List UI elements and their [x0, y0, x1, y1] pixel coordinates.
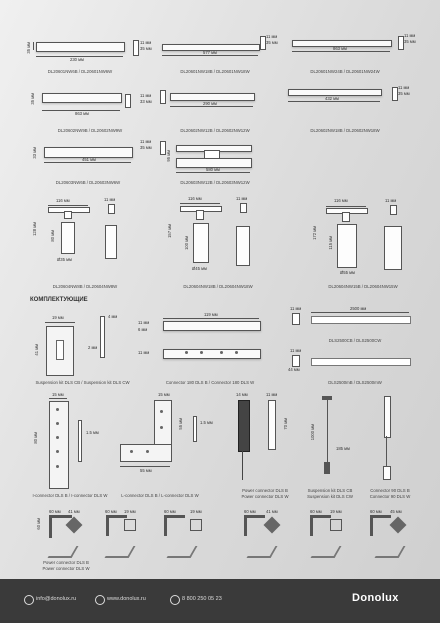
dim-width: 19 мм	[52, 315, 64, 320]
dim-height: 35 мм	[26, 42, 31, 54]
caption: I-connector DLS B / I-connector DLS W	[32, 493, 108, 498]
dim-height: 80 мм	[50, 230, 55, 242]
dim-line	[326, 206, 366, 207]
dim-width: 60 мм	[49, 509, 61, 514]
caption: L-connector DLS B / L-connector DLS W	[121, 493, 199, 498]
mail-icon	[24, 595, 34, 605]
caption: Power connector DLS B	[242, 488, 288, 493]
footer	[0, 579, 440, 623]
corner-3d	[375, 546, 406, 558]
caption: DL20604NW18B / DL20604NW18W	[183, 284, 253, 289]
caption: DL20602NW18B / DL20602NW18W	[310, 128, 380, 133]
profile-side	[292, 313, 300, 325]
caption: Power connector DLS W	[42, 566, 90, 571]
screw-hole	[56, 408, 59, 411]
dim-height: 55 мм	[178, 418, 183, 430]
dim-height: 35 мм	[30, 93, 35, 105]
cable	[327, 400, 328, 462]
section-title: КОМПЛЕКТУЮЩИЕ	[30, 297, 88, 303]
dim-width: 116 мм	[188, 196, 202, 201]
connector-part	[383, 466, 391, 480]
linear-lamp	[36, 42, 125, 52]
dim-height: 128 мм	[32, 222, 37, 236]
screw-hole	[185, 351, 188, 354]
dim-width: 19 мм	[190, 509, 202, 514]
corner-top	[244, 515, 265, 536]
dim-height: 11 мм	[290, 306, 302, 311]
dim-side: 11 мм	[140, 139, 152, 144]
track-profile	[311, 316, 411, 324]
power-wire	[242, 450, 243, 480]
dim-height: 70 мм	[283, 418, 288, 430]
dim-side: 11 мм	[266, 392, 278, 397]
screw-hole	[160, 410, 163, 413]
dim-diameter: Ø55 мм	[340, 270, 355, 275]
dim-height: 157 мм	[167, 224, 172, 238]
dim-height: 33 мм	[32, 147, 37, 159]
dim-side: 11 мм	[138, 350, 150, 355]
dim-width: 15 мм	[52, 392, 64, 397]
corner-3d	[48, 546, 79, 558]
dim-width: 580 мм	[206, 167, 220, 172]
dim-line	[162, 55, 258, 56]
caption: Power connector DLS B	[43, 560, 89, 565]
dim-side: 11 мм	[104, 197, 116, 202]
dim-height: 95 мм	[166, 150, 171, 162]
corner-3d	[311, 546, 342, 558]
screw-hole	[56, 436, 59, 439]
dim-height: 11 мм	[290, 348, 302, 353]
dim-line	[163, 318, 259, 319]
screw-hole	[200, 351, 203, 354]
screw-hole	[146, 450, 149, 453]
dim-height: 41 мм	[34, 344, 39, 356]
dim-side: 35 мм	[140, 46, 152, 51]
caption: DL20601NW6B / DL20601NW6W	[47, 69, 113, 74]
caption: Connector 90 DLS W	[369, 494, 411, 499]
corner-side	[330, 519, 342, 531]
corner-side	[124, 519, 136, 531]
footer-email[interactable]: info@donolux.ru	[36, 596, 77, 602]
dim-height: 1000 мм	[310, 424, 315, 441]
cable-grip	[324, 462, 330, 474]
dim-width: 14 мм	[236, 392, 248, 397]
dim-width: 577 мм	[203, 50, 217, 55]
dim-width: 60 мм	[105, 509, 117, 514]
dim-height: 100 мм	[184, 236, 189, 250]
dim-line	[170, 106, 253, 107]
screw-hole	[56, 465, 59, 468]
dim-side: 11 мм	[266, 34, 278, 39]
dim-width: 60 мм	[370, 509, 382, 514]
power-connector-body	[238, 400, 250, 452]
profile-side	[292, 355, 300, 367]
caption: Suspension kit DLS CB	[307, 488, 353, 493]
dim-line	[33, 42, 34, 50]
dim-side: 11 мм	[398, 85, 410, 90]
dim-width: 60 мм	[310, 509, 322, 514]
side-view	[240, 203, 247, 213]
caption: DL20601NW18B / DL20601NW18W	[180, 69, 250, 74]
connector-plate	[49, 401, 69, 489]
dim-width: 45 мм	[390, 509, 402, 514]
dim-side: 1.5 мм	[200, 420, 213, 425]
caption: DL20603NW6B / DL20603NW6W	[55, 180, 121, 185]
screw-hole	[160, 426, 163, 429]
dim-side: 11 мм	[138, 320, 150, 325]
corner-top	[370, 515, 391, 536]
caption: DLS2500CB / DLS2500CW	[328, 338, 382, 343]
dim-line	[292, 51, 390, 52]
side-view	[108, 204, 115, 214]
dim-side: 4 мм	[108, 314, 118, 319]
profile-side	[160, 90, 166, 104]
dim-width: 41 мм	[266, 509, 278, 514]
side-view	[268, 400, 276, 450]
dim-width: 116 мм	[334, 198, 348, 203]
dim-side: 1.5 мм	[86, 430, 99, 435]
dim-width: 451 мм	[82, 157, 96, 162]
dim-line	[120, 466, 170, 467]
dim-width: 19 мм	[330, 509, 342, 514]
dim-height: 60 мм	[36, 518, 41, 530]
caption: DLS2500mB / DLS2500mW	[328, 380, 382, 385]
caption: Suspension kit DLS CB / Suspension kit DLS CW	[35, 380, 130, 385]
caption: DL20604NW15B / DL20604NW15W	[328, 284, 398, 289]
corner-3d	[167, 546, 198, 558]
profile-side	[193, 416, 197, 442]
dim-line	[44, 162, 131, 163]
phone-icon	[170, 595, 180, 605]
dim-width: 119 мм	[204, 312, 218, 317]
profile-side	[78, 420, 82, 462]
side-spot	[105, 225, 117, 259]
caption: Suspension kit DLS CW	[307, 494, 353, 499]
screw-hole	[56, 422, 59, 425]
dim-side: 6 мм	[138, 327, 148, 332]
caption: DL20602NW9B / DL20602NW9W	[57, 128, 123, 133]
dim-width: 230 мм	[70, 57, 84, 62]
screw-hole	[56, 450, 59, 453]
spot-body	[61, 222, 75, 254]
screw-hole	[220, 351, 223, 354]
dim-diameter: Ø35 мм	[57, 257, 72, 262]
dim-width: 863 мм	[333, 46, 347, 51]
dim-line	[49, 398, 67, 399]
side-view	[390, 205, 397, 215]
dim-line	[48, 205, 88, 206]
connector-bar-bottom	[163, 349, 261, 359]
track-profile	[311, 358, 411, 366]
screw-hole	[130, 450, 133, 453]
dim-width: 15 мм	[158, 392, 170, 397]
globe-icon	[95, 595, 105, 605]
dim-width: 290 мм	[203, 101, 217, 106]
dim-height: 115 мм	[328, 236, 333, 250]
linear-lamp	[170, 93, 255, 101]
dim-side: 11 мм	[140, 40, 152, 45]
dim-width: 432 мм	[325, 96, 339, 101]
dim-side: 11 мм	[140, 93, 152, 98]
dim-side: 11 мм	[404, 33, 416, 38]
profile-side	[100, 316, 105, 358]
dim-width: 55 мм	[140, 468, 152, 473]
caption: Power connector DLS W	[241, 494, 289, 499]
caption: DL20603NW12B / DL20603NW12W	[180, 180, 250, 185]
clip	[56, 340, 64, 360]
dim-line	[176, 172, 250, 173]
dim-width: 60 мм	[164, 509, 176, 514]
dim-side: 33 мм	[140, 99, 152, 104]
corner-3d	[247, 546, 278, 558]
dim-side: 11 мм	[236, 196, 248, 201]
dim-width: 60 мм	[244, 509, 256, 514]
stem	[342, 212, 350, 222]
dim-side: 2 мм	[88, 345, 98, 350]
footer-phone[interactable]: 8 800 250 05 23	[182, 596, 222, 602]
dim-height: 80 мм	[33, 432, 38, 444]
connector-part	[384, 396, 391, 438]
dim-side: 35 мм	[140, 145, 152, 150]
stem	[196, 210, 204, 220]
corner-top	[310, 515, 331, 536]
dim-line	[311, 312, 409, 313]
dim-height: 44 мм	[288, 367, 300, 372]
dim-height: 172 мм	[312, 226, 317, 240]
dim-height: 185 мм	[336, 446, 350, 451]
screw-hole	[235, 351, 238, 354]
footer-website[interactable]: www.donolux.ru	[107, 596, 146, 602]
side-spot	[384, 226, 402, 270]
caption: DL20604NW8B / DL20604NW8W	[52, 284, 118, 289]
dim-width: 19 мм	[124, 509, 136, 514]
cable	[386, 436, 387, 466]
linear-lamp	[42, 93, 122, 103]
caption: DL20602NW12B / DL20602NW12W	[180, 128, 250, 133]
dim-line	[180, 203, 220, 204]
corner-side	[190, 519, 202, 531]
linear-lamp	[288, 89, 382, 96]
profile-side	[133, 40, 139, 56]
dim-width: 863 мм	[75, 111, 89, 116]
dim-line	[45, 322, 75, 323]
caption: DL20601NW24B / DL20601NW24W	[310, 69, 380, 74]
corner-side	[390, 517, 407, 534]
stem	[64, 211, 72, 219]
dim-diameter: Ø45 мм	[192, 266, 207, 271]
dim-side: 35 мм	[266, 40, 278, 45]
caption: Connector 180 DLS B / Connector 180 DLS W	[165, 380, 255, 385]
connector-plate-horizontal	[120, 444, 172, 462]
brand-logo: Donolux	[352, 592, 399, 604]
spot-body	[193, 223, 209, 263]
connector-bar-top	[163, 321, 261, 331]
corner-side	[264, 517, 281, 534]
dim-side: 35 мм	[404, 39, 416, 44]
corner-top	[164, 515, 185, 536]
profile-side	[125, 94, 131, 108]
dim-width: 116 мм	[56, 198, 70, 203]
dim-side: 35 мм	[398, 91, 410, 96]
dim-line	[288, 101, 380, 102]
corner-3d	[105, 546, 136, 558]
spot-body	[337, 224, 357, 268]
dim-side: 11 мм	[385, 198, 397, 203]
dim-width: 2500 мм	[350, 306, 367, 311]
side-spot	[236, 226, 250, 266]
dim-width: 41 мм	[68, 509, 80, 514]
caption: Connector 90 DLS B	[370, 488, 410, 493]
